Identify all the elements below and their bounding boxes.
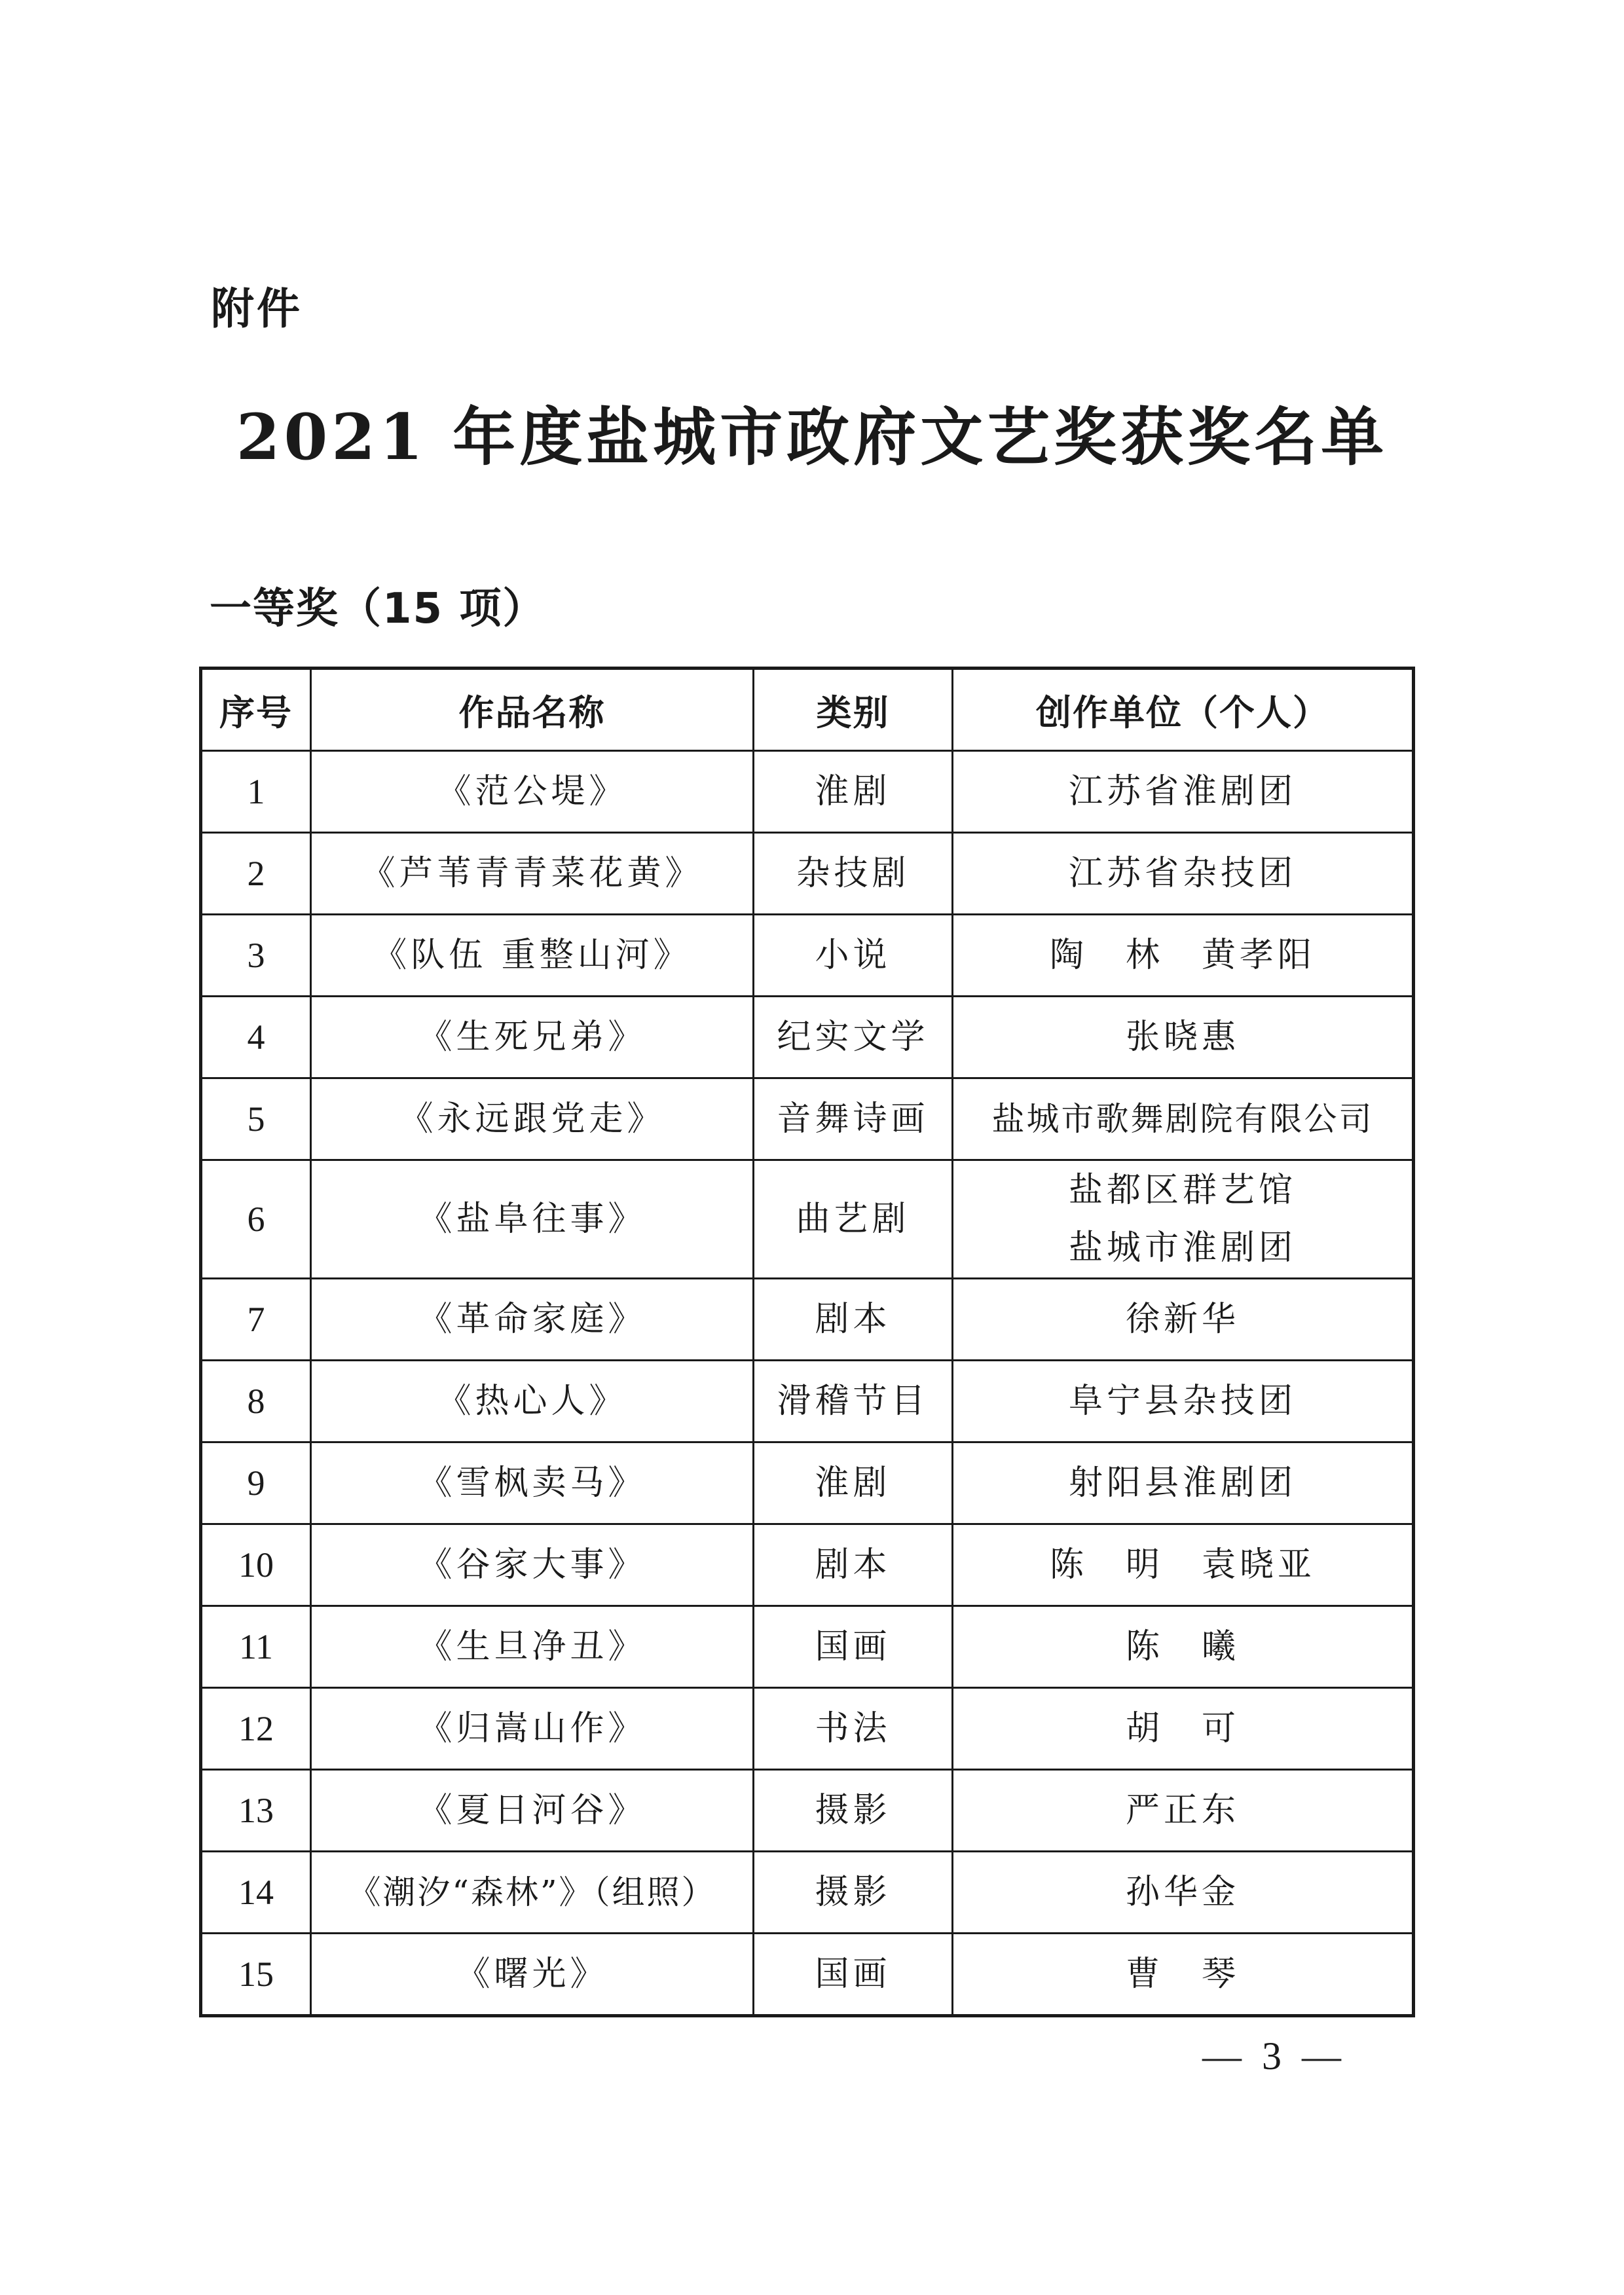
table-row — [201, 1279, 1414, 1361]
creator-line: 盐城市淮剧团 — [1068, 1228, 1297, 1268]
work-category: 书法 — [754, 1688, 953, 1770]
row-number: 13 — [201, 1770, 311, 1852]
table-header-row — [201, 669, 1414, 751]
work-creator — [953, 1279, 1414, 1361]
work-title: 《生旦净丑》 — [311, 1606, 754, 1688]
section-heading-first-prize: 一等奖（15 项） — [210, 585, 546, 633]
table-row — [201, 1688, 1414, 1770]
page-number: — 3 — — [1202, 2034, 1346, 2078]
document-title: 2021 年度盐城市政府文艺奖获奖名单 — [236, 400, 1388, 474]
work-creator — [953, 833, 1414, 915]
row-number: 5 — [201, 1078, 311, 1160]
work-title: 《归嵩山作》 — [311, 1688, 754, 1770]
work-creator — [953, 1606, 1414, 1688]
column-header-category: 类别 — [754, 669, 953, 751]
table-row — [201, 1078, 1414, 1160]
work-title: 《芦苇青青菜花黄》 — [311, 833, 754, 915]
row-number: 4 — [201, 997, 311, 1078]
row-number: 6 — [201, 1160, 311, 1279]
table-row — [201, 997, 1414, 1078]
work-title: 《革命家庭》 — [311, 1279, 754, 1361]
creator-line: 盐城市歌舞剧院有限公司 — [991, 1100, 1374, 1138]
work-title: 《热心人》 — [311, 1361, 754, 1442]
work-creator — [953, 1361, 1414, 1442]
table-row — [201, 1770, 1414, 1852]
work-creator — [953, 1770, 1414, 1852]
row-number: 8 — [201, 1361, 311, 1442]
creator-line: 孙华金 — [1125, 1873, 1240, 1912]
row-number: 10 — [201, 1524, 311, 1606]
work-creator — [953, 1524, 1414, 1606]
creator-line: 胡 可 — [1125, 1709, 1240, 1748]
work-creator — [953, 915, 1414, 997]
row-number: 7 — [201, 1279, 311, 1361]
work-category: 小说 — [754, 915, 953, 997]
work-category: 淮剧 — [754, 751, 953, 833]
work-category: 杂技剧 — [754, 833, 953, 915]
table-row — [201, 1852, 1414, 1934]
work-category: 曲艺剧 — [754, 1160, 953, 1279]
creator-line: 阜宁县杂技团 — [1068, 1382, 1297, 1421]
creator-line: 射阳县淮剧团 — [1068, 1463, 1297, 1503]
row-number: 15 — [201, 1934, 311, 2016]
work-creator — [953, 1442, 1414, 1524]
work-title: 《谷家大事》 — [311, 1524, 754, 1606]
creator-line: 徐新华 — [1125, 1300, 1240, 1339]
work-creator — [953, 1160, 1414, 1279]
work-category: 滑稽节目 — [754, 1361, 953, 1442]
creator-line: 盐都区群艺馆 — [1068, 1171, 1297, 1210]
work-title: 《队伍 重整山河》 — [311, 915, 754, 997]
work-title: 《曙光》 — [311, 1934, 754, 2016]
work-category: 纪实文学 — [754, 997, 953, 1078]
work-category: 剧本 — [754, 1524, 953, 1606]
creator-line: 陶 林 黄孝阳 — [1049, 936, 1316, 975]
work-category: 国画 — [754, 1606, 953, 1688]
table-row — [201, 1934, 1414, 2016]
row-number: 1 — [201, 751, 311, 833]
table-row — [201, 1524, 1414, 1606]
work-title: 《夏日河谷》 — [311, 1770, 754, 1852]
work-category: 摄影 — [754, 1852, 953, 1934]
row-number: 14 — [201, 1852, 311, 1934]
table-row — [201, 1160, 1414, 1279]
table-row — [201, 1442, 1414, 1524]
awards-table — [199, 667, 1415, 2017]
work-creator — [953, 997, 1414, 1078]
creator-line: 曹 琴 — [1125, 1955, 1240, 1994]
row-number: 2 — [201, 833, 311, 915]
row-number: 11 — [201, 1606, 311, 1688]
work-creator — [953, 751, 1414, 833]
work-title: 《盐阜往事》 — [311, 1160, 754, 1279]
work-creator — [953, 1934, 1414, 2016]
table-row — [201, 1606, 1414, 1688]
row-number: 12 — [201, 1688, 311, 1770]
column-header-work-title: 作品名称 — [311, 669, 754, 751]
row-number: 9 — [201, 1442, 311, 1524]
work-title: 《永远跟党走》 — [311, 1078, 754, 1160]
work-category: 国画 — [754, 1934, 953, 2016]
row-number: 3 — [201, 915, 311, 997]
table-row — [201, 915, 1414, 997]
work-creator — [953, 1078, 1414, 1160]
table-row — [201, 1361, 1414, 1442]
attachment-label: 附件 — [211, 284, 303, 334]
table-row — [201, 751, 1414, 833]
creator-line: 江苏省淮剧团 — [1068, 772, 1297, 811]
column-header-number: 序号 — [201, 669, 311, 751]
creator-line: 陈 明 袁晓亚 — [1049, 1545, 1316, 1585]
work-creator — [953, 1852, 1414, 1934]
work-title: 《潮汐“森林”》（组照） — [311, 1852, 754, 1934]
creator-line: 陈 曦 — [1125, 1627, 1240, 1666]
work-creator — [953, 1688, 1414, 1770]
work-title: 《范公堤》 — [311, 751, 754, 833]
table-row — [201, 833, 1414, 915]
work-category: 淮剧 — [754, 1442, 953, 1524]
column-header-creator: 创作单位（个人） — [953, 669, 1414, 751]
creator-line: 严正东 — [1125, 1791, 1240, 1830]
work-category: 剧本 — [754, 1279, 953, 1361]
work-category: 音舞诗画 — [754, 1078, 953, 1160]
work-title: 《雪枫卖马》 — [311, 1442, 754, 1524]
work-category: 摄影 — [754, 1770, 953, 1852]
work-title: 《生死兄弟》 — [311, 997, 754, 1078]
creator-line: 张晓惠 — [1125, 1018, 1240, 1057]
creator-line: 江苏省杂技团 — [1068, 854, 1297, 893]
